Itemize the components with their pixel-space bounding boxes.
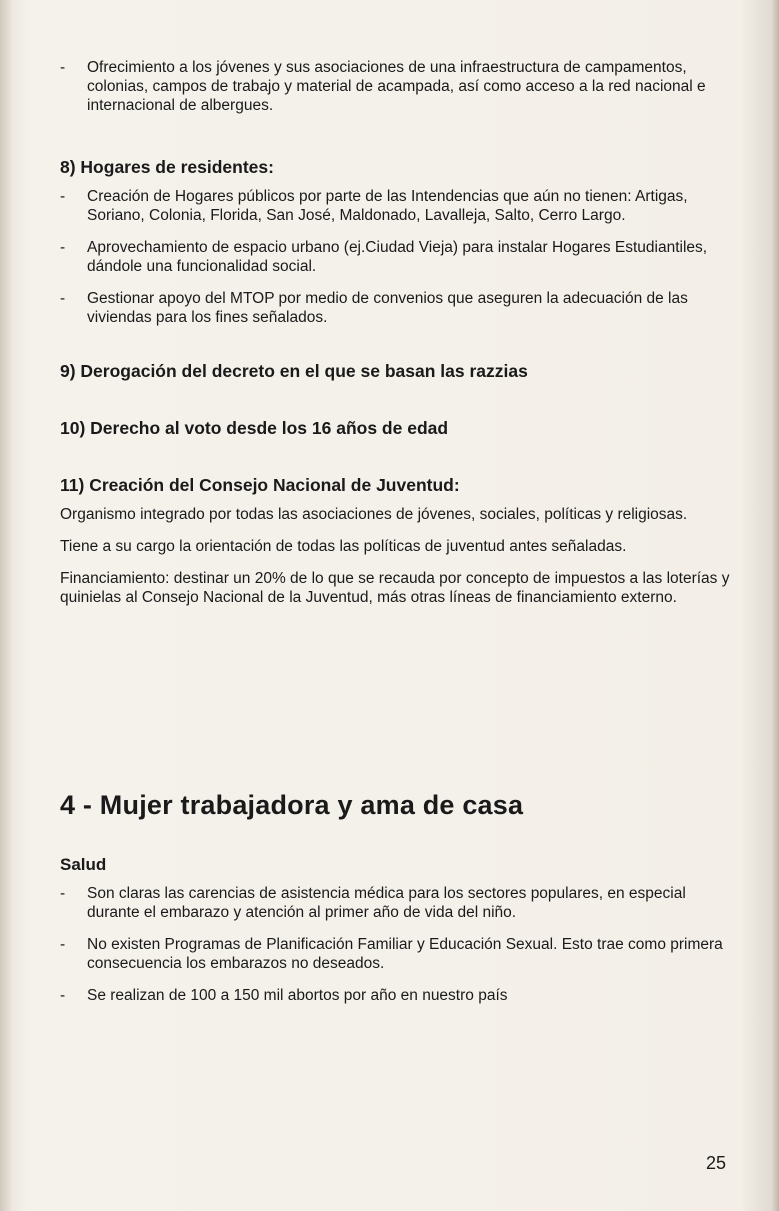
- section-10-title: 10) Derecho al voto desde los 16 años de edad: [60, 418, 449, 438]
- chapter-4-bullet: [60, 884, 739, 922]
- bullet-dash: -: [60, 987, 66, 1004]
- bullet-text: Son claras las carencias de asistencia médica para los sectores populares, en especial durante el embarazo y atención al primer año de vida del niño.: [87, 885, 686, 921]
- section-8-bullet: [60, 187, 739, 225]
- chapter-4-bullet: [60, 986, 739, 1005]
- section-8-bullet: [60, 289, 739, 327]
- bullet-dash: -: [60, 936, 66, 953]
- chapter-4-bullet: [60, 935, 739, 973]
- bullet-text: No existen Programas de Planificación Familiar y Educación Sexual. Esto trae como primera consecuencia los embarazos no deseados.: [87, 936, 723, 972]
- bullet-dash: -: [60, 290, 66, 307]
- section-11-paragraph: Organismo integrado por todas las asociaciones de jóvenes, sociales, políticas y religiosas.: [60, 506, 688, 523]
- page-number: 25: [705, 1153, 726, 1173]
- chapter-4-subhead: Salud: [60, 855, 107, 874]
- bullet-dash: -: [60, 239, 66, 256]
- section-8-bullet: [60, 238, 739, 276]
- intro-bullet: [60, 58, 739, 115]
- bullet-dash: -: [60, 59, 66, 76]
- page-edge-shadow: [771, 0, 779, 1211]
- section-11-title: 11) Creación del Consejo Nacional de Juventud:: [60, 475, 460, 495]
- section-11-paragraph: Tiene a su cargo la orientación de todas las políticas de juventud antes señaladas.: [60, 538, 627, 555]
- section-9-title: 9) Derogación del decreto en el que se basan las razzias: [60, 361, 528, 381]
- chapter-4-title: 4 - Mujer trabajadora y ama de casa: [60, 790, 524, 820]
- bullet-text: Gestionar apoyo del MTOP por medio de convenios que aseguren la adecuación de las viviendas para los fines señalados.: [87, 290, 688, 326]
- section-8-title: 8) Hogares de residentes:: [60, 157, 274, 177]
- bullet-dash: -: [60, 885, 66, 902]
- bullet-text: Ofrecimiento a los jóvenes y sus asociaciones de una infraestructura de campamentos, colonias, campos de trabajo y material de acampada, así como acceso a la red nacional e internacional de albergues.: [87, 59, 706, 114]
- bullet-dash: -: [60, 188, 66, 205]
- section-11-paragraph: Financiamiento: destinar un 20% de lo que se recauda por concepto de impuestos a las loterías y quinielas al Consejo Nacional de la Juventud, más otras líneas de financiamiento externo.: [60, 570, 730, 606]
- bullet-text: Creación de Hogares públicos por parte de las Intendencias que aún no tienen: Artigas, Soriano, Colonia, Florida, San José, Maldonado, Lavalleja, Salto, Cerro Largo.: [87, 188, 688, 224]
- page-spine-shadow: [0, 0, 12, 1211]
- bullet-text: Se realizan de 100 a 150 mil abortos por año en nuestro país: [87, 987, 508, 1004]
- bullet-text: Aprovechamiento de espacio urbano (ej.Ciudad Vieja) para instalar Hogares Estudiantiles, dándole una funcionalidad social.: [87, 239, 708, 275]
